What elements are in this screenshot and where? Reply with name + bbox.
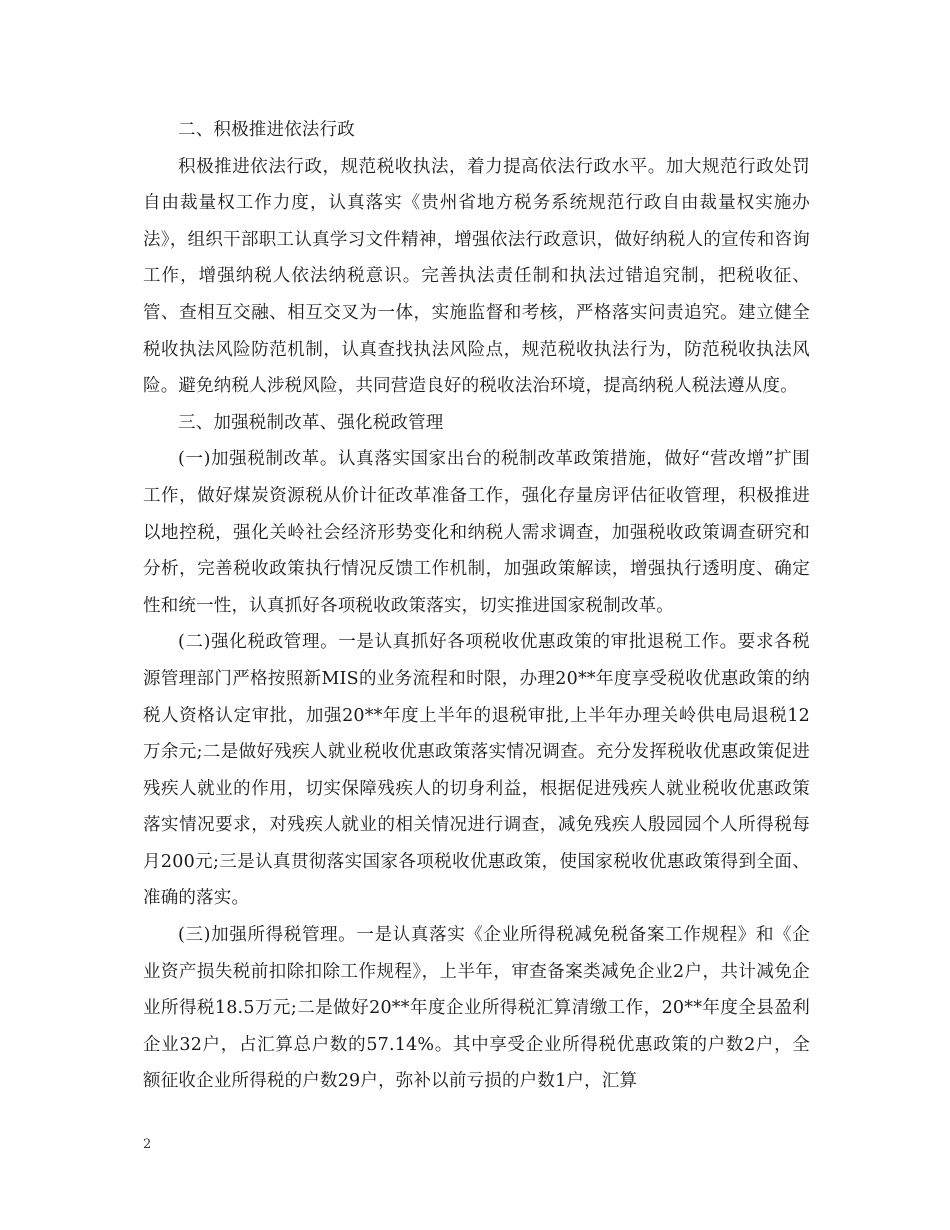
document-body (143, 112, 810, 1100)
section-heading-two: 二、积极推进依法行政 (178, 120, 355, 140)
paragraph-income-tax-management: (三)加强所得税管理。一是认真落实《企业所得税减免税备案工作规程》和《企业资产损失税前扣除扣除工作规程》，上半年，审查备案类减免企业2户，共计减免企业所得税18.5万元;二是做好20**年度企业所得税汇算清缴工作，20**年度全县盈利企业32户，占汇算总户数的57.14%。其中享受企业所得税优惠政策的户数2户，全额征收企业所得税的户数29户，弥补以前亏损的户数1户，汇算 (143, 925, 810, 1092)
section-heading-three: 三、加强税制改革、强化税政管理 (178, 412, 444, 433)
page-number: 2 (143, 1137, 152, 1152)
paragraph-tax-policy-management: (二)强化税政管理。一是认真抓好各项税收优惠政策的审批退税工作。要求各税源管理部门严格按照新MIS的业务流程和时限，办理20**年度享受税收优惠政策的纳税人资格认定审批，加强20**年度上半年的退税审批,上半年办理关岭供电局退税12万余元;二是做好残疾人就业税收优惠政策落实情况调查。充分发挥税收优惠政策促进残疾人就业的作用，切实保障残疾人的切身利益，根据促进残疾人就业税收优惠政策落实情况要求，对残疾人就业的相关情况进行调查，减免残疾人殷园园个人所得税每月200元;三是认真贯彻落实国家各项税收优惠政策，使国家税收优惠政策得到全面、准确的落实。 (143, 632, 810, 909)
paragraph-tax-reform: (一)加强税制改革。认真落实国家出台的税制改革政策措施，做好“营改增”扩围工作，做好煤炭资源税从价计征改革准备工作，强化存量房评估征收管理，积极推进以地控税，强化关岭社会经济形势变化和纳税人需求调查，加强税收政策调查研究和分析，完善税收政策执行情况反馈工作机制，加强政策解读，增强执行透明度、确定性和统一性，认真抓好各项税收政策落实，切实推进国家税制改革。 (143, 449, 810, 616)
paragraph-rule-of-law: 积极推进依法行政，规范税收执法，着力提高依法行政水平。加大规范行政处罚自由裁量权工作力度，认真落实《贵州省地方税务系统规范行政自由裁量权实施办法》，组织干部职工认真学习文件精神，增强依法行政意识，做好纳税人的宣传和咨询工作，增强纳税人依法纳税意识。完善执法责任制和执法过错追究制，把税收征、管、查相互交融、相互交叉为一体，实施监督和考核，严格落实问责追究。建立健全税收执法风险防范机制，认真查找执法风险点，规范税收执法行为，防范税收执法风险。避免纳税人涉税风险，共同营造良好的税收法治环境，提高纳税人税法遵从度。 (143, 156, 810, 397)
